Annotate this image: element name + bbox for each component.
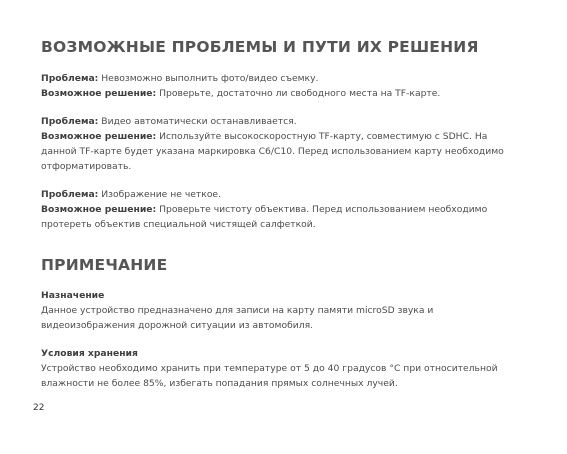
solution-line: отформатировать. bbox=[41, 161, 132, 172]
note-line: видеоизображения дорожной ситуации из автомобиля. bbox=[41, 320, 314, 331]
note-line: Устройство необходимо хранить при температуре от 5 до 40 градусов °C при относительной bbox=[41, 363, 498, 374]
problem-line bbox=[41, 187, 541, 202]
solution-text: Проверьте чистоту объектива. Перед использованием необходимо bbox=[159, 204, 488, 215]
problem-text: Невозможно выполнить фото/видео съемку. bbox=[101, 73, 319, 84]
solution-line bbox=[41, 86, 541, 101]
issue-item bbox=[41, 187, 541, 232]
note-heading: ПРИМЕЧАНИЕ bbox=[41, 256, 168, 274]
troubleshooting-heading: ВОЗМОЖНЫЕ ПРОБЛЕМЫ И ПУТИ ИХ РЕШЕНИЯ bbox=[41, 38, 479, 56]
note-line: влажности не более 85%, избегать попадания прямых солнечных лучей. bbox=[41, 378, 398, 389]
solution-label: Возможное решение: bbox=[41, 131, 157, 142]
solution-line: данной TF-карте будет указана маркировка C6/C10. Перед использованием карту необходимо bbox=[41, 146, 504, 157]
solution-line: протереть объектив специальной чистящей салфеткой. bbox=[41, 219, 316, 230]
solution-line bbox=[41, 129, 541, 144]
solution-label: Возможное решение: bbox=[41, 88, 157, 99]
issue-item bbox=[41, 71, 541, 101]
problem-line bbox=[41, 71, 541, 86]
note-storage bbox=[41, 346, 541, 391]
solution-text: Проверьте, достаточно ли свободного места на TF-карте. bbox=[159, 88, 441, 99]
page-number: 22 bbox=[33, 403, 45, 413]
problem-label: Проблема: bbox=[41, 189, 99, 200]
note-purpose bbox=[41, 288, 541, 333]
problem-line bbox=[41, 114, 541, 129]
note-line: Данное устройство предназначено для записи на карту памяти microSD звука и bbox=[41, 305, 434, 316]
manual-page bbox=[41, 37, 541, 391]
solution-line bbox=[41, 202, 541, 217]
solution-label: Возможное решение: bbox=[41, 204, 157, 215]
note-label: Условия хранения bbox=[41, 348, 138, 359]
issue-item bbox=[41, 114, 541, 174]
problem-label: Проблема: bbox=[41, 73, 99, 84]
problem-label: Проблема: bbox=[41, 116, 99, 127]
solution-text: Используйте высокоскоростную TF-карту, совместимую с SDHC. На bbox=[159, 131, 488, 142]
note-label: Назначение bbox=[41, 290, 105, 301]
problem-text: Видео автоматически останавливается. bbox=[101, 116, 297, 127]
problem-text: Изображение не четкое. bbox=[101, 189, 222, 200]
